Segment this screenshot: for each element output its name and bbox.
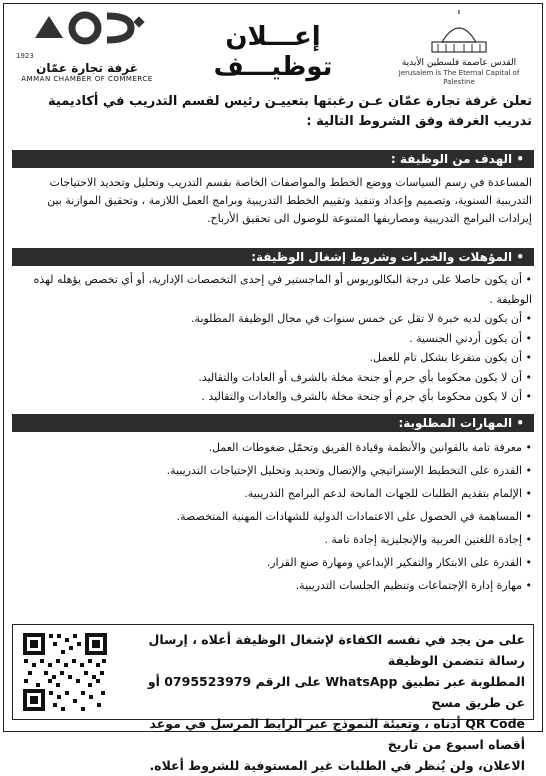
jerusalem-slogan-en: Jerusalem is The Eternal Capital of Palestine: [398, 69, 520, 86]
section-heading-objective: • الهدف من الوظيفة :: [12, 150, 534, 168]
page-title: إعـــلان توظيـــف: [213, 22, 333, 82]
list-item: • إجادة اللغتين العربية والإنجليزية إجادة تامة .: [324, 533, 532, 546]
chamber-founded-year: 1923: [16, 52, 34, 60]
chamber-emblem-icon: [27, 8, 147, 48]
chamber-logo: [12, 8, 162, 88]
chamber-name-en: AMMAN CHAMBER OF COMMERCE: [21, 75, 153, 83]
intro-text: تعلن غرفة تجارة عمّان عـن رغبتها بتعييـن رئيس لقسم التدريب في أكاديمية تدريب الغرفة وفق الشروط التالية :: [48, 94, 532, 129]
contact-box: [12, 624, 534, 773]
contact-instructions: [125, 629, 525, 776]
list-item: • أن يكون حاصلا على درجة البكالوريوس أو الماجستير في إحدى التخصصات الإدارية، أو أي تخصص يؤهله لهذه الوظيفة .: [33, 273, 532, 306]
list-item: • أن لا يكون محكوما بأي جرم أو جنحة مخلة بالشرف أو العادات والتقاليد.: [198, 370, 532, 384]
qualifications-list: [14, 270, 532, 407]
list-item: • الإلمام بتقديم الطلبات للجهات المانحة لدعم البرامج التدريبية.: [244, 487, 532, 500]
job-advertisement: [3, 3, 543, 773]
list-item: • أن يكون لديه خبرة لا تقل عن خمس سنوات في مجال الوظيفة المطلوبة.: [191, 312, 532, 325]
dome-icon: [424, 10, 494, 54]
skills-list: [14, 436, 532, 597]
jerusalem-slogan-ar: القدس عاصمة فلسطين الأبدية: [401, 58, 517, 68]
list-item: • معرفة تامة بالقوانين والأنظمة وقيادة الفريق وتحمّل ضغوطات العمل.: [208, 441, 532, 454]
contact-line: على من يجد في نفسه الكفاءة لإشغال الوظيفة أعلاه ، إرسال رسالة تتضمن الوظيفة: [148, 632, 525, 668]
section-heading-skills: • المهارات المطلوبة:: [12, 414, 534, 432]
list-item: • القدرة على الابتكار والتفكير الإبداعي ومهارة صنع القرار.: [266, 556, 532, 569]
list-item: • أن يكون أردني الجنسية .: [409, 331, 532, 345]
contact-line: QR Code أدناه ، وتعبئة النموذج عبر الرابط المرسل في موعد أقصاه اسبوع من تاريخ: [149, 716, 525, 752]
contact-line: المطلوبة عبر تطبيق WhatsApp على الرقم 0795523979 أو عن طريق مسح: [147, 674, 525, 710]
jerusalem-logo: [384, 10, 534, 86]
list-item: • القدرة على التخطيط الإستراتيجي والإتصال وتحديد وتحليل الإحتياجات التدريبية.: [166, 464, 532, 477]
objective-paragraph: المساعدة في رسم السياسات ووضع الخطط والمواصفات الخاصة بقسم التدريب وتحليل وتحديد الاحتياجات التدريبية السنوية، وتصميم وإعداد وتنفيذ وتقييم الخطط التدريبية وبرامج العمل اللازمة ، وتحقيق الموازنة بين إيرادات البرامج التدريبية ومصاريفها المتنوعة للوصول الى تحقيق الأرباح.: [47, 176, 532, 225]
list-item: • مهارة إدارة الإجتماعات وتنظيم الجلسات التدريبية.: [295, 579, 532, 592]
section-heading-qualifications: • المؤهلات والخبرات وشروط إشغال الوظيفة:: [12, 248, 534, 266]
header: [4, 4, 542, 92]
list-item: • أن لا يكون محكوما بأي جرم أو جنحة مخلة بالشرف والعادات والتقاليد .: [201, 390, 532, 403]
contact-line: الاعلان، ولن يُنظر في الطلبات غير المستوفية للشروط أعلاه.: [149, 758, 525, 773]
chamber-name-ar: غرفة تجارة عمّان: [36, 61, 138, 75]
list-item: • أن يكون متفرغا بشكل تام للعمل.: [369, 351, 532, 364]
qr-code-icon[interactable]: [21, 631, 109, 713]
list-item: • المساهمة في الحصول على الاعتمادات الدولية للشهادات المهنية المتخصصة.: [176, 510, 532, 523]
